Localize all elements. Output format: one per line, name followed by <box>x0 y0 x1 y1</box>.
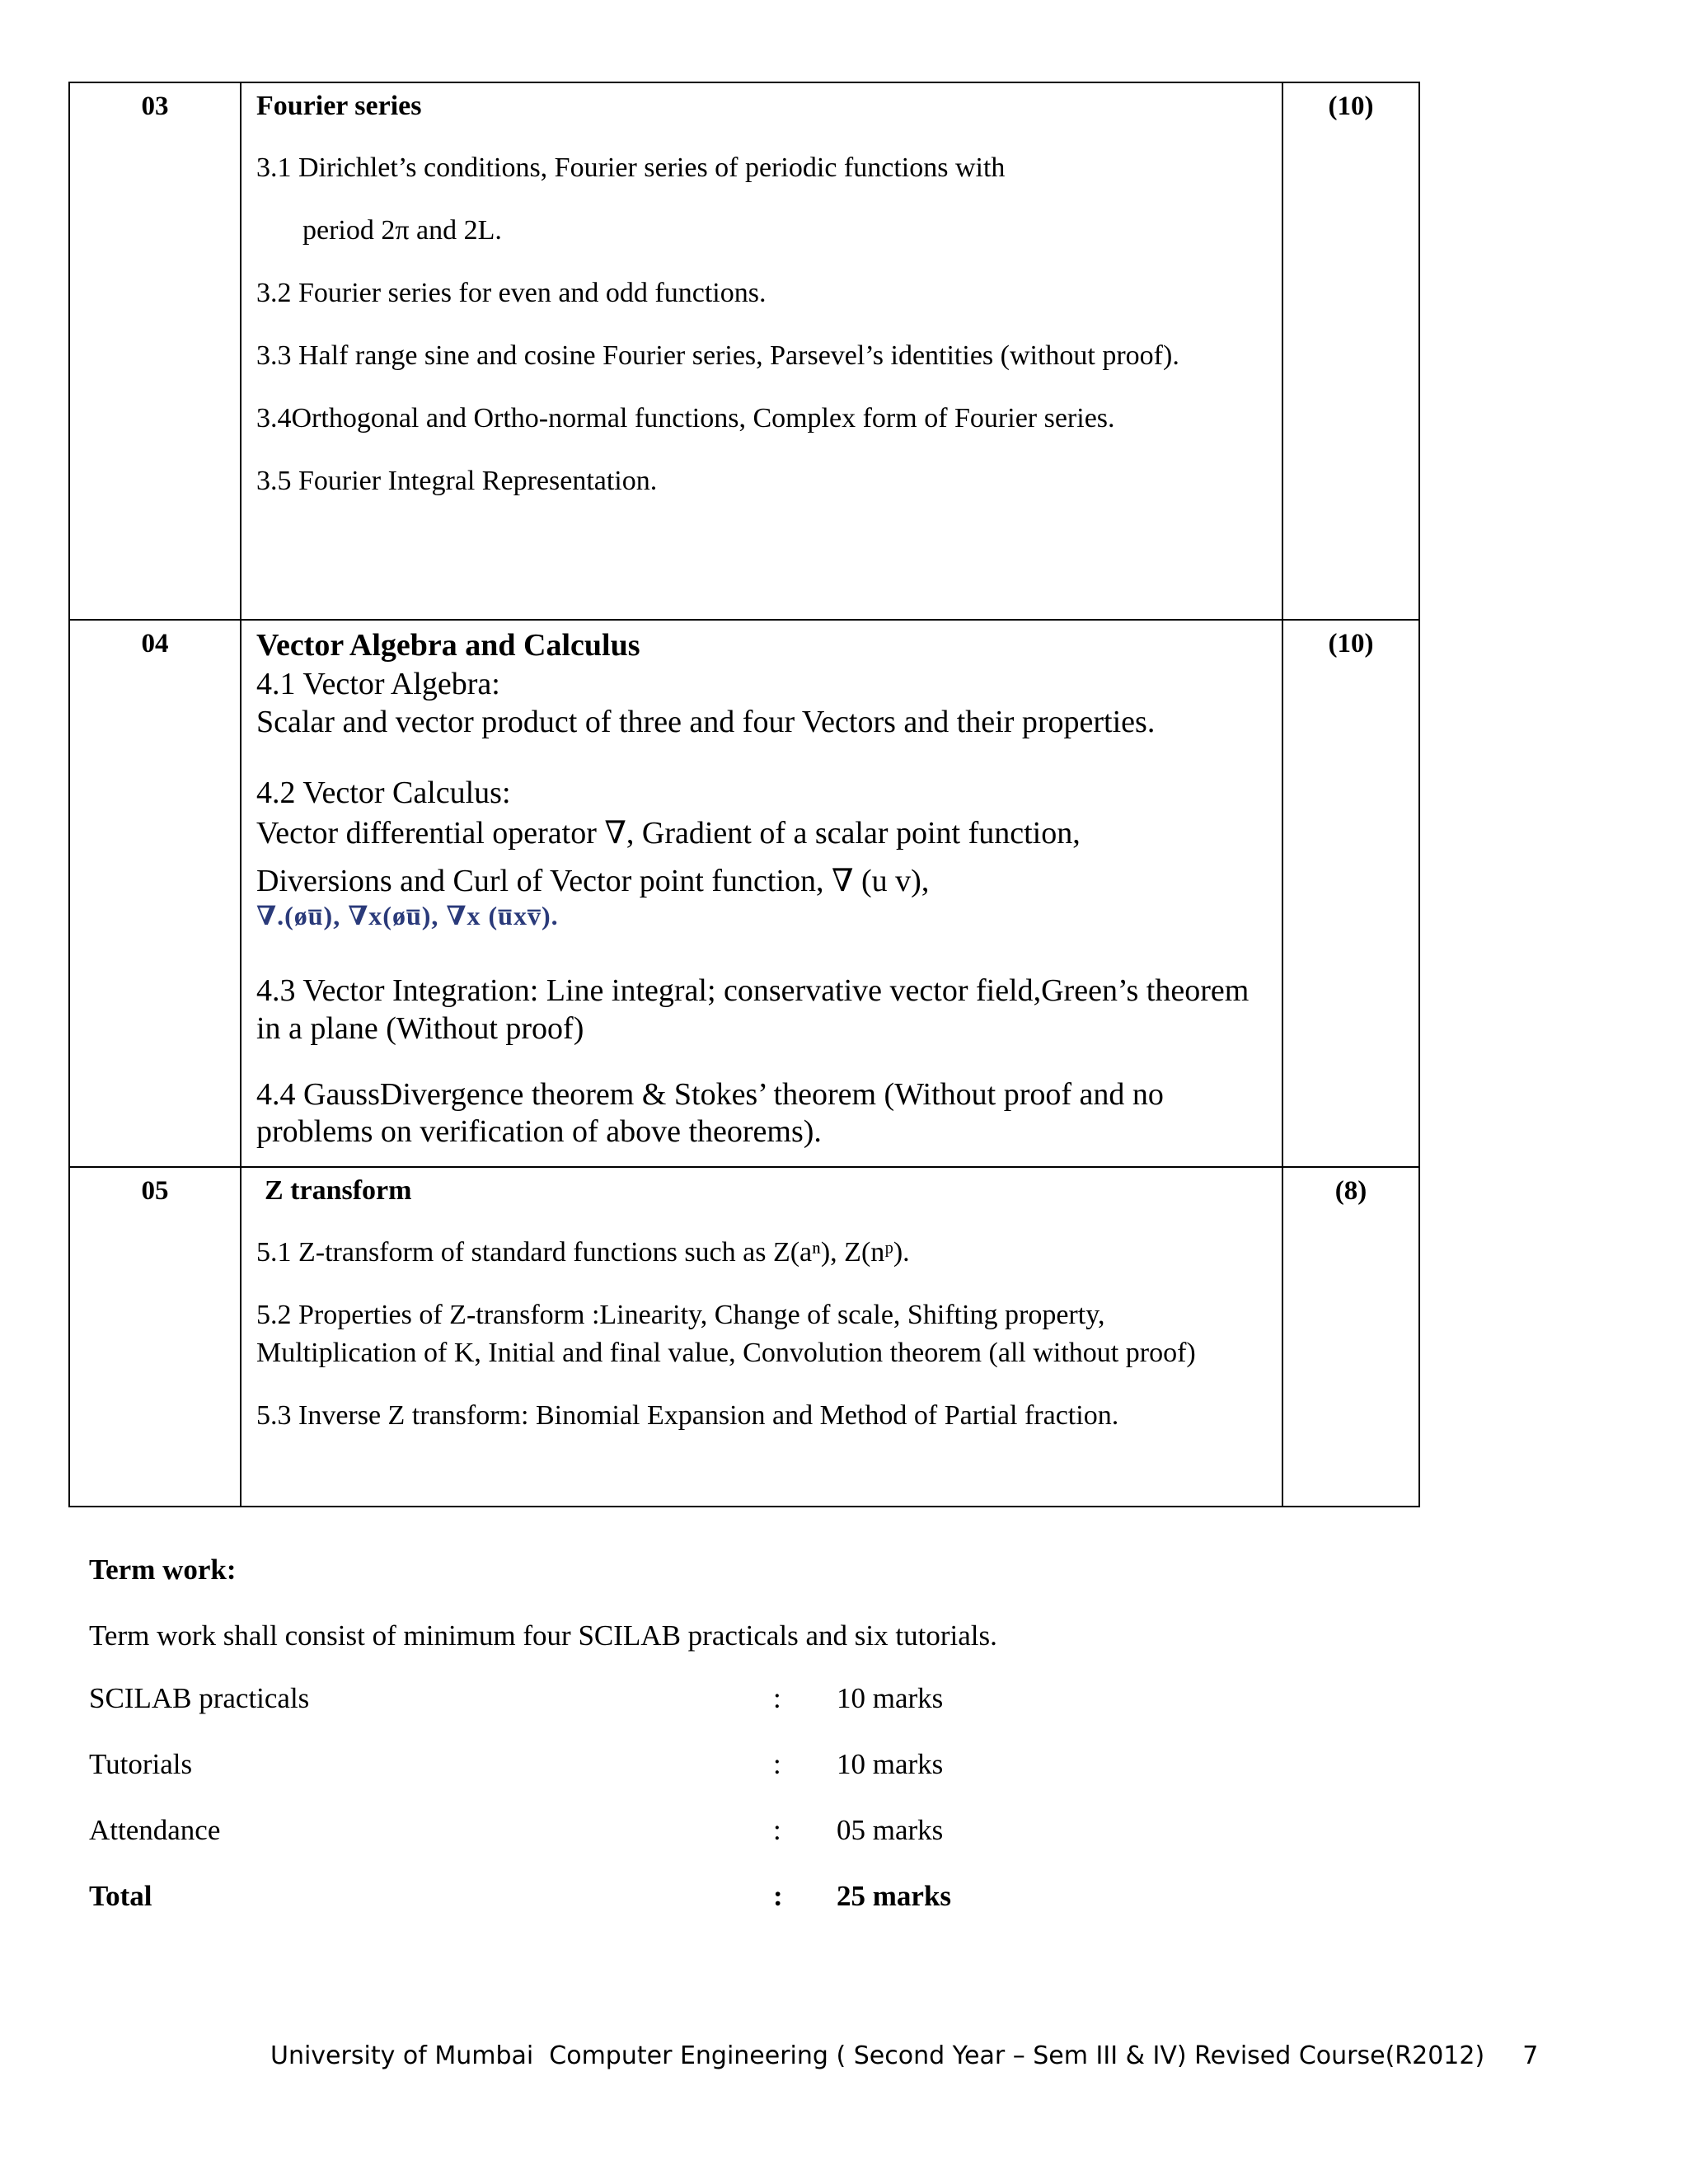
marks-separator: : <box>773 1814 781 1846</box>
module-hours: (10) <box>1282 620 1419 1167</box>
marks-label: Tutorials <box>89 1748 193 1780</box>
module-row-03 <box>69 82 1419 620</box>
module-content <box>241 82 1282 620</box>
topic-4-2-line1: Vector differential operator ∇, Gradient of a scalar point function, <box>256 816 1081 851</box>
marks-row <box>89 1682 1243 1748</box>
topic-4-1-heading: 4.1 Vector Algebra: <box>256 667 500 702</box>
marks-label: Total <box>89 1880 152 1912</box>
marks-value: 05 marks <box>837 1814 944 1846</box>
marks-total-row <box>89 1880 1243 1946</box>
marks-value: 10 marks <box>837 1682 944 1714</box>
marks-separator: : <box>773 1748 781 1780</box>
marks-value: 10 marks <box>837 1748 944 1780</box>
topic-4-2-line2: Diversions and Curl of Vector point function, ∇ (u v), <box>256 863 930 898</box>
marks-label: SCILAB practicals <box>89 1682 310 1714</box>
topic-3-1-cont: period 2π and 2L. <box>302 215 502 246</box>
marks-separator: : <box>773 1682 781 1714</box>
module-row-05 <box>69 1167 1419 1507</box>
marks-row <box>89 1814 1243 1880</box>
topic-4-4: 4.4 GaussDivergence theorem & Stokes’ theorem (Without proof and no problems on verification of above theorems). <box>256 1076 1164 1150</box>
module-content <box>241 620 1282 1167</box>
vector-formula: ∇.(øu̅), ∇x(øu̅), ∇x (u̅xv̅). <box>256 901 559 931</box>
module-number: 03 <box>69 82 241 620</box>
topic-3-1: 3.1 Dirichlet’s conditions, Fourier series of periodic functions with <box>256 152 1006 184</box>
module-hours: (10) <box>1282 82 1419 620</box>
module-number: 04 <box>69 620 241 1167</box>
topic-4-2-heading: 4.2 Vector Calculus: <box>256 775 511 810</box>
marks-list <box>89 1682 1243 1946</box>
topic-4-3: 4.3 Vector Integration: Line integral; conservative vector field,Green’s theorem in a plane (Without proof) <box>256 973 1250 1046</box>
topic-3-5: 3.5 Fourier Integral Representation. <box>256 465 658 496</box>
page-number: 7 <box>1522 2041 1539 2070</box>
topic-5-3: 5.3 Inverse Z transform: Binomial Expansion and Method of Partial fraction. <box>256 1399 1119 1431</box>
topic-3-4: 3.4Orthogonal and Ortho-normal functions, Complex form of Fourier series. <box>256 402 1115 434</box>
term-work-section <box>89 1554 1243 1946</box>
term-work-description: Term work shall consist of minimum four SCILAB practicals and six tutorials. <box>89 1619 997 1652</box>
module-title: Fourier series <box>256 91 422 121</box>
topic-3-3: 3.3 Half range sine and cosine Fourier series, Parsevel’s identities (without proof). <box>256 340 1179 371</box>
module-number: 05 <box>69 1167 241 1507</box>
topic-3-2: 3.2 Fourier series for even and odd functions. <box>256 277 767 308</box>
topic-4-1-text: Scalar and vector product of three and four Vectors and their properties. <box>256 704 1156 739</box>
term-work-heading: Term work: <box>89 1554 237 1586</box>
module-title: Z transform <box>265 1174 412 1206</box>
syllabus-table <box>68 82 1420 1507</box>
marks-value: 25 marks <box>837 1880 952 1912</box>
marks-separator: : <box>773 1880 783 1912</box>
module-title: Vector Algebra and Calculus <box>256 628 640 663</box>
module-hours: (8) <box>1282 1167 1419 1507</box>
topic-5-1: 5.1 Z-transform of standard functions such as Z(aⁿ), Z(nᵖ). <box>256 1236 910 1268</box>
module-row-04 <box>69 620 1419 1167</box>
module-content <box>241 1167 1282 1507</box>
footer-text: University of Mumbai Computer Engineering ( Second Year – Sem III & IV) Revised Course(R2012) <box>270 2041 1485 2070</box>
marks-row <box>89 1748 1243 1814</box>
topic-5-2: 5.2 Properties of Z-transform :Linearity, Change of scale, Shifting property, Multiplication of K, Initial and final value, Convolution theorem (all without proof) <box>256 1299 1196 1368</box>
page-footer <box>270 2041 1538 2070</box>
marks-label: Attendance <box>89 1814 221 1846</box>
